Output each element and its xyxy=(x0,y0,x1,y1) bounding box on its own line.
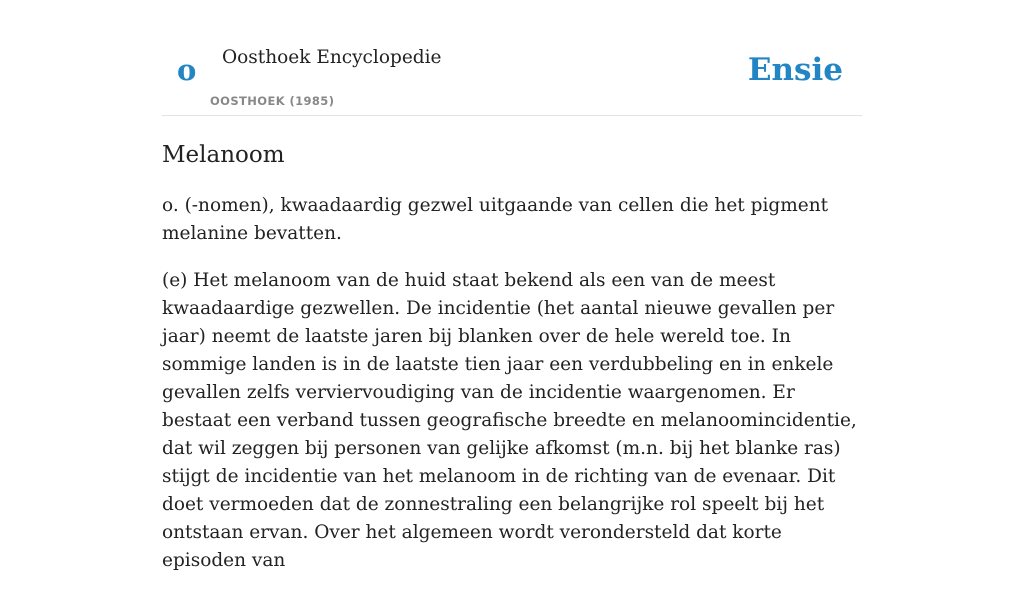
book-initial-logo[interactable]: o xyxy=(177,53,197,87)
entry-definition-paragraph: o. (-nomen), kwaadaardig gezwel uitgaande van cellen die het pigment melanine bevatten. xyxy=(162,195,829,244)
entry-explanation-paragraph: (e) Het melanoom van de huid staat bekend als een van de meest kwaadaardige gezwellen. De incidentie (het aantal nieuwe gevallen per jaar) neemt de laatste jaren bij blanken over de hele wereld toe. In sommige landen is in de laatste tien jaar een verdubbeling en in enkele gevallen zelfs verviervoudiging van de incidentie waargenomen. Er bestaat een verband tussen geografische breedte en melanoomincidentie, dat wil zeggen bij personen van gelijke afkomst (m.n. bij het blanke ras) stijgt de incidentie van het melanoom in de richting van de evenaar. Dit doet vermoeden dat de zonnestraling een belangrijke rol speelt bij het ontstaan ervan. Over het algemeen wordt verondersteld dat korte episoden van xyxy=(162,270,857,571)
entry-body xyxy=(162,192,862,594)
book-title-link[interactable]: Oosthoek Encyclopedie xyxy=(222,47,442,68)
page xyxy=(162,0,862,571)
book-publisher-year: OOSTHOEK (1985) xyxy=(210,94,335,108)
entry-title: Melanoom xyxy=(162,142,285,168)
book-header xyxy=(162,0,862,116)
ensie-logo-link[interactable]: Ensie xyxy=(747,52,843,88)
